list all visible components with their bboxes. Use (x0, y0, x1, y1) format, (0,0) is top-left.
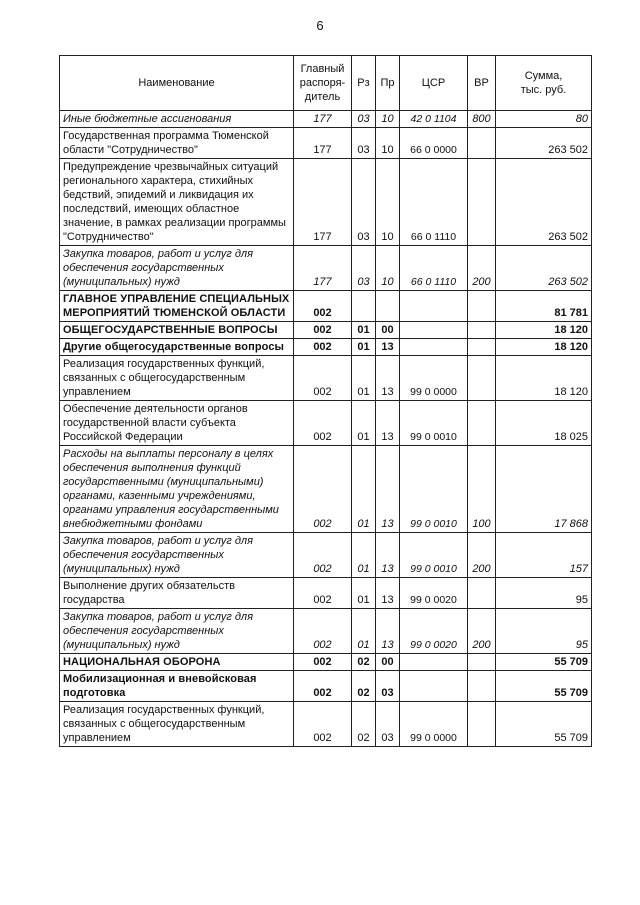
cell-amount: 18 025 (496, 401, 592, 446)
cell-chief-administrator: 002 (294, 702, 352, 747)
cell-chief-administrator: 002 (294, 339, 352, 356)
cell-section: 01 (352, 609, 376, 654)
cell-subsection: 10 (376, 111, 400, 128)
table-header-row (60, 56, 592, 111)
cell-section: 03 (352, 246, 376, 291)
cell-amount: 263 502 (496, 159, 592, 246)
cell-target-article: 99 0 0010 (400, 446, 468, 533)
cell-target-article: 99 0 0020 (400, 578, 468, 609)
cell-chief-administrator: 002 (294, 654, 352, 671)
table-body (60, 111, 592, 747)
header-target-article: ЦСР (400, 56, 468, 111)
cell-expense-type (468, 356, 496, 401)
cell-section: 01 (352, 356, 376, 401)
cell-amount: 55 709 (496, 702, 592, 747)
cell-name: Закупка товаров, работ и услуг для обеспечения государственных (муниципальных) нужд (60, 533, 294, 578)
cell-name: Обеспечение деятельности органов государственной власти субъекта Российской Федерации (60, 401, 294, 446)
cell-subsection: 03 (376, 702, 400, 747)
cell-target-article: 42 0 1104 (400, 111, 468, 128)
cell-expense-type: 100 (468, 446, 496, 533)
cell-target-article: 99 0 0000 (400, 356, 468, 401)
cell-subsection: 03 (376, 671, 400, 702)
cell-amount: 18 120 (496, 339, 592, 356)
cell-target-article: 66 0 1110 (400, 246, 468, 291)
cell-expense-type (468, 671, 496, 702)
cell-expense-type: 800 (468, 111, 496, 128)
cell-subsection: 13 (376, 356, 400, 401)
table-row (60, 609, 592, 654)
cell-expense-type (468, 401, 496, 446)
cell-amount: 95 (496, 609, 592, 654)
header-chief-administrator (294, 56, 352, 111)
cell-chief-administrator: 177 (294, 111, 352, 128)
cell-name: Расходы на выплаты персоналу в целях обеспечения выполнения функций государственными (муниципальными) органами, казенными учреждениями, органами управления государственными внебюджетными фондами (60, 446, 294, 533)
cell-subsection: 13 (376, 446, 400, 533)
cell-target-article (400, 291, 468, 322)
cell-amount: 157 (496, 533, 592, 578)
cell-name: ОБЩЕГОСУДАРСТВЕННЫЕ ВОПРОСЫ (60, 322, 294, 339)
table-row (60, 356, 592, 401)
cell-subsection: 13 (376, 609, 400, 654)
cell-expense-type (468, 128, 496, 159)
cell-target-article (400, 322, 468, 339)
header-amount (496, 56, 592, 111)
cell-section: 01 (352, 401, 376, 446)
cell-amount: 263 502 (496, 246, 592, 291)
table-row (60, 702, 592, 747)
cell-chief-administrator: 177 (294, 159, 352, 246)
cell-section: 01 (352, 446, 376, 533)
cell-target-article: 99 0 0000 (400, 702, 468, 747)
cell-subsection: 10 (376, 128, 400, 159)
table-row (60, 246, 592, 291)
header-section: Рз (352, 56, 376, 111)
cell-amount: 81 781 (496, 291, 592, 322)
cell-expense-type (468, 322, 496, 339)
cell-expense-type (468, 654, 496, 671)
cell-chief-administrator: 177 (294, 128, 352, 159)
table-row (60, 671, 592, 702)
cell-subsection: 13 (376, 578, 400, 609)
table-row (60, 128, 592, 159)
cell-amount: 55 709 (496, 671, 592, 702)
header-chief-administrator-line1: Главный (300, 63, 345, 75)
cell-section: 02 (352, 654, 376, 671)
cell-name: Реализация государственных функций, связанных с общегосударственным управлением (60, 702, 294, 747)
header-name: Наименование (60, 56, 294, 111)
cell-section: 02 (352, 702, 376, 747)
cell-expense-type (468, 291, 496, 322)
cell-amount: 95 (496, 578, 592, 609)
header-chief-administrator-line2: распоря- (299, 77, 346, 89)
header-amount-line1: Сумма, (524, 70, 563, 82)
cell-name: Другие общегосударственные вопросы (60, 339, 294, 356)
cell-name: Предупреждение чрезвычайных ситуаций регионального характера, стихийных бедствий, эпидемий и ликвидация их последствий, имеющих областное значение, в рамках реализации программы "Сотрудничество" (60, 159, 294, 246)
cell-name: Мобилизационная и вневойсковая подготовка (60, 671, 294, 702)
cell-name: НАЦИОНАЛЬНАЯ ОБОРОНА (60, 654, 294, 671)
cell-subsection: 13 (376, 401, 400, 446)
cell-target-article: 99 0 0010 (400, 401, 468, 446)
cell-chief-administrator: 177 (294, 246, 352, 291)
cell-subsection: 10 (376, 246, 400, 291)
table-row (60, 578, 592, 609)
cell-chief-administrator: 002 (294, 671, 352, 702)
cell-expense-type (468, 578, 496, 609)
table-row (60, 111, 592, 128)
cell-expense-type: 200 (468, 609, 496, 654)
cell-subsection: 13 (376, 533, 400, 578)
cell-subsection (376, 291, 400, 322)
cell-amount: 18 120 (496, 356, 592, 401)
cell-section: 01 (352, 578, 376, 609)
cell-target-article: 66 0 0000 (400, 128, 468, 159)
table-row (60, 533, 592, 578)
cell-expense-type (468, 159, 496, 246)
cell-chief-administrator: 002 (294, 609, 352, 654)
cell-chief-administrator: 002 (294, 291, 352, 322)
cell-section: 03 (352, 128, 376, 159)
cell-section: 03 (352, 159, 376, 246)
cell-amount: 80 (496, 111, 592, 128)
header-chief-administrator-line3: дитель (304, 91, 341, 103)
cell-target-article: 99 0 0020 (400, 609, 468, 654)
cell-amount: 263 502 (496, 128, 592, 159)
cell-name: Иные бюджетные ассигнования (60, 111, 294, 128)
page-number: 6 (316, 18, 324, 33)
cell-amount: 55 709 (496, 654, 592, 671)
cell-name: Государственная программа Тюменской области "Сотрудничество" (60, 128, 294, 159)
cell-subsection: 00 (376, 654, 400, 671)
cell-expense-type (468, 339, 496, 356)
header-expense-type: ВР (468, 56, 496, 111)
budget-table (59, 55, 592, 747)
table-row (60, 339, 592, 356)
cell-name: Реализация государственных функций, связанных с общегосударственным управлением (60, 356, 294, 401)
cell-section: 02 (352, 671, 376, 702)
cell-chief-administrator: 002 (294, 356, 352, 401)
cell-target-article: 66 0 1110 (400, 159, 468, 246)
cell-section: 03 (352, 111, 376, 128)
cell-target-article (400, 671, 468, 702)
cell-target-article (400, 654, 468, 671)
cell-subsection: 00 (376, 322, 400, 339)
table-row (60, 322, 592, 339)
header-subsection: Пр (376, 56, 400, 111)
cell-section: 01 (352, 322, 376, 339)
cell-name: Выполнение других обязательств государства (60, 578, 294, 609)
cell-section (352, 291, 376, 322)
table-row (60, 159, 592, 246)
cell-chief-administrator: 002 (294, 533, 352, 578)
table-row (60, 654, 592, 671)
cell-chief-administrator: 002 (294, 578, 352, 609)
header-amount-line2: тыс. руб. (520, 84, 567, 96)
cell-chief-administrator: 002 (294, 401, 352, 446)
cell-subsection: 13 (376, 339, 400, 356)
cell-amount: 18 120 (496, 322, 592, 339)
cell-name: Закупка товаров, работ и услуг для обеспечения государственных (муниципальных) нужд (60, 609, 294, 654)
table-row (60, 446, 592, 533)
table-row (60, 401, 592, 446)
cell-amount: 17 868 (496, 446, 592, 533)
cell-chief-administrator: 002 (294, 446, 352, 533)
cell-chief-administrator: 002 (294, 322, 352, 339)
cell-name: Закупка товаров, работ и услуг для обеспечения государственных (муниципальных) нужд (60, 246, 294, 291)
cell-target-article: 99 0 0010 (400, 533, 468, 578)
cell-expense-type: 200 (468, 246, 496, 291)
cell-section: 01 (352, 339, 376, 356)
cell-target-article (400, 339, 468, 356)
cell-subsection: 10 (376, 159, 400, 246)
cell-expense-type: 200 (468, 533, 496, 578)
cell-expense-type (468, 702, 496, 747)
cell-section: 01 (352, 533, 376, 578)
cell-name: ГЛАВНОЕ УПРАВЛЕНИЕ СПЕЦИАЛЬНЫХ МЕРОПРИЯТИЙ ТЮМЕНСКОЙ ОБЛАСТИ (60, 291, 294, 322)
table-row (60, 291, 592, 322)
